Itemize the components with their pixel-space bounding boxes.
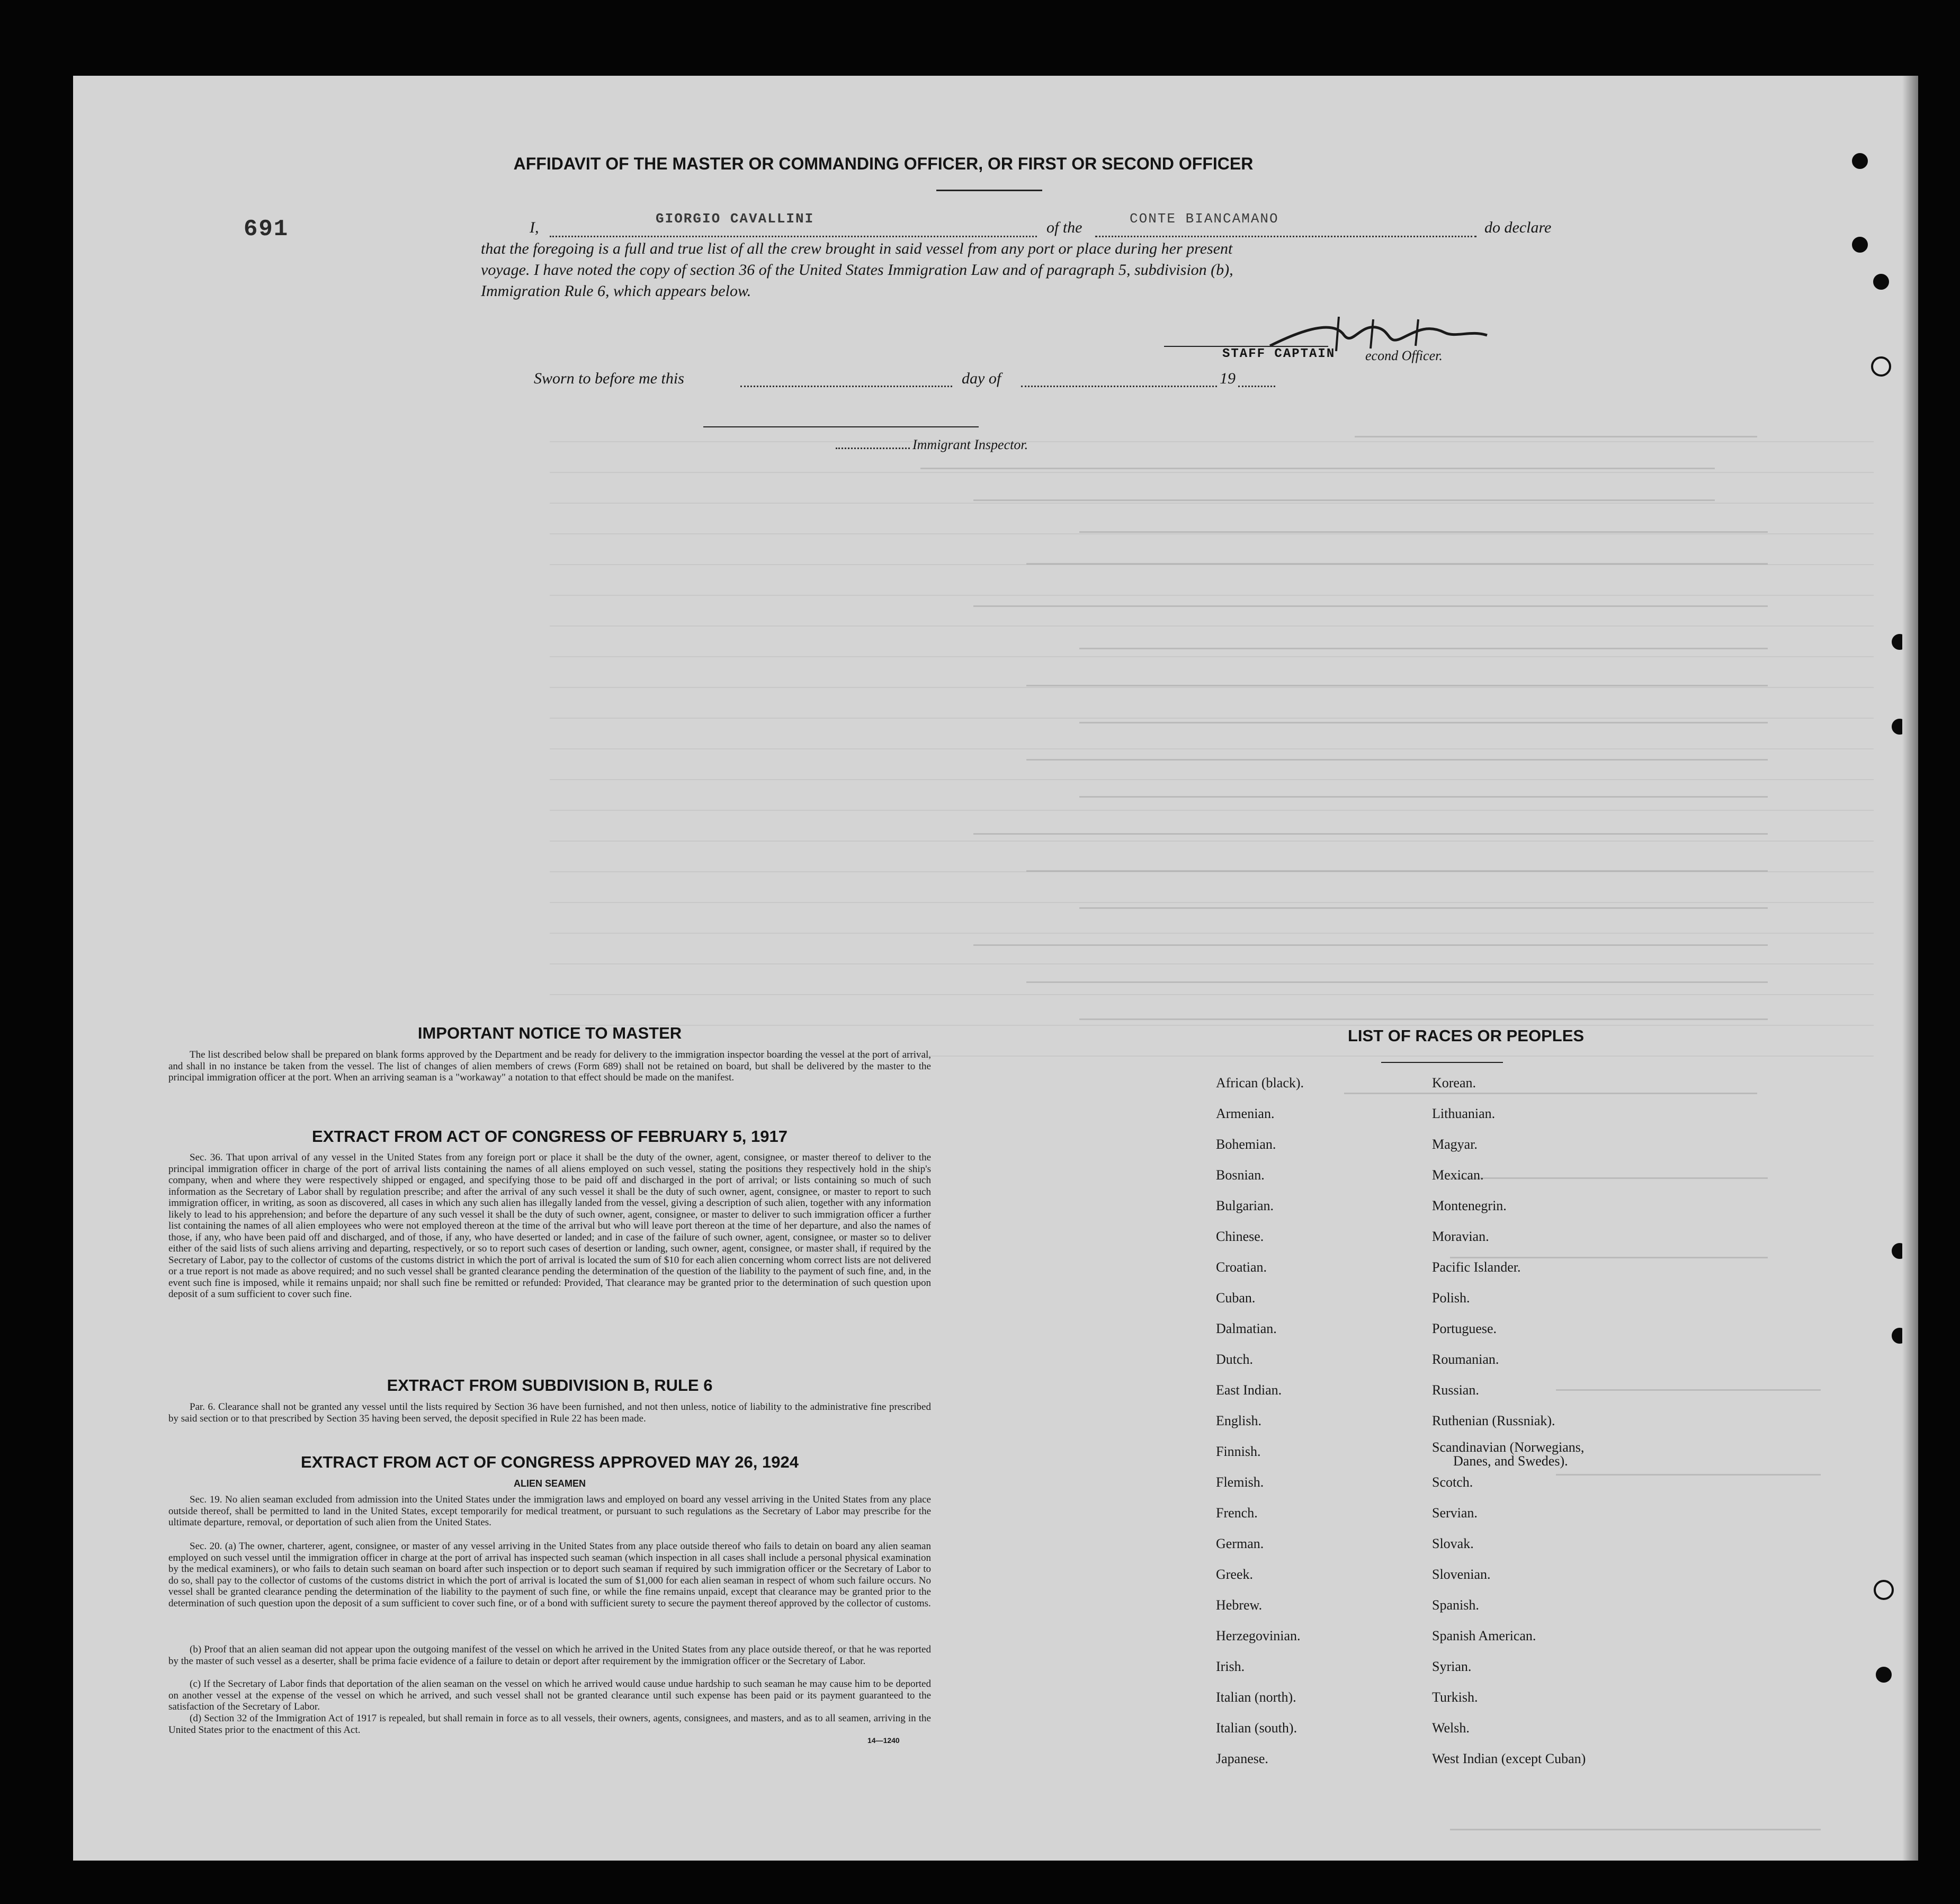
affidavit-line-2: that the foregoing is a full and true list of all the crew brought in said vessel from any port or place during her present — [481, 240, 1233, 257]
race-item: Italian (north). — [1216, 1690, 1296, 1705]
race-item: Korean. — [1432, 1075, 1476, 1090]
master-name: GIORGIO CAVALLINI — [656, 211, 815, 227]
race-item: Russian. — [1432, 1382, 1479, 1398]
race-item: Slovenian. — [1432, 1567, 1491, 1582]
race-item: Spanish American. — [1432, 1628, 1536, 1643]
race-item: Irish. — [1216, 1659, 1245, 1674]
race-item: Polish. — [1432, 1290, 1470, 1306]
notice-text: The list described below shall be prepared on blank forms approved by the Department and be ready for delivery to the immigration inspector boarding the vessel at the port of arrival, and shall in no instance be taken from the vessel. The list of changes of alien members of crews (Form 689) shall not be retained on board, but shall be delivered by the master to the principal immigration officer at the port. When an arriving seaman is a "workaway" a notation to that effect should be made on the manifest. — [168, 1049, 931, 1083]
race-item: East Indian. — [1216, 1382, 1282, 1398]
alien-seamen-subtitle: ALIEN SEAMEN — [513, 1478, 586, 1489]
sworn-month-blank — [1021, 386, 1217, 387]
inspector-blank — [836, 448, 910, 449]
race-item: Italian (south). — [1216, 1720, 1297, 1736]
sworn-day-of: day of — [962, 370, 1001, 387]
races-title-underline — [1381, 1062, 1503, 1063]
binder-hole-icon — [1850, 151, 1870, 171]
race-item: Bosnian. — [1216, 1167, 1265, 1183]
binder-hole-icon — [1871, 272, 1891, 292]
signature-role: econd Officer. — [1365, 348, 1443, 363]
binder-hole-icon — [1874, 1580, 1894, 1600]
race-item: Roumanian. — [1432, 1352, 1499, 1367]
extract-1924-title: EXTRACT FROM ACT OF CONGRESS APPROVED MAY 26, 1924 — [301, 1453, 799, 1471]
race-item: Herzegovinian. — [1216, 1628, 1301, 1643]
name-blank — [550, 236, 1037, 237]
page-number-mark: 691 — [244, 216, 289, 243]
race-item: Bulgarian. — [1216, 1198, 1274, 1213]
race-item: Ruthenian (Russniak). — [1432, 1413, 1555, 1428]
extract-1924-sec20b: (b) Proof that an alien seaman did not appear upon the outgoing manifest of the vessel on which he arrived in the United States from any place outside thereof, or that he was reported by the master of such vessel as a deserter, shall be prima facie evidence of a failure to detain or deport after requirement by the immigration officer or the Secretary of Labor. — [168, 1644, 931, 1667]
race-item: Welsh. — [1432, 1720, 1470, 1736]
sworn-day-blank — [740, 386, 952, 387]
race-item: English. — [1216, 1413, 1261, 1428]
race-item: Finnish. — [1216, 1444, 1261, 1459]
race-item: German. — [1216, 1536, 1264, 1551]
affidavit-do-declare: do declare — [1484, 219, 1552, 236]
race-item: Cuban. — [1216, 1290, 1256, 1306]
race-item: Hebrew. — [1216, 1597, 1263, 1613]
affidavit-line-3: voyage. I have noted the copy of section 36 of the United States Immigration Law and of paragraph 5, subdivision (b), — [481, 261, 1233, 279]
race-item: Scotch. — [1432, 1474, 1473, 1490]
race-item: Mexican. — [1432, 1167, 1484, 1183]
form-number: 14—1240 — [867, 1736, 900, 1745]
extract-1917-title: EXTRACT FROM ACT OF CONGRESS OF FEBRUARY 5, 1917 — [312, 1127, 787, 1146]
binder-hole-icon — [1850, 235, 1870, 255]
document-page — [73, 76, 1918, 1861]
binder-hole-icon — [1871, 356, 1891, 377]
race-item: West Indian (except Cuban) — [1432, 1751, 1586, 1766]
race-item: Chinese. — [1216, 1229, 1264, 1244]
race-item: Greek. — [1216, 1567, 1254, 1582]
race-item: Slovak. — [1432, 1536, 1474, 1551]
sworn-year-blank — [1238, 386, 1275, 387]
notice-title: IMPORTANT NOTICE TO MASTER — [417, 1024, 682, 1042]
race-item: Moravian. — [1432, 1229, 1489, 1244]
sworn-label: Sworn to before me this — [534, 370, 684, 387]
race-item: Syrian. — [1432, 1659, 1472, 1674]
races-title: LIST OF RACES OR PEOPLES — [1347, 1026, 1585, 1045]
race-item-continued: Danes, and Swedes). — [1453, 1453, 1568, 1469]
race-item: Pacific Islander. — [1432, 1259, 1521, 1275]
race-item: Montenegrin. — [1432, 1198, 1507, 1213]
race-item: Armenian. — [1216, 1106, 1275, 1121]
extract-1917-text: Sec. 36. That upon arrival of any vessel in the United States from any foreign port or place it shall be the duty of the owner, agent, consignee, or master thereof to deliver to the principal immigration officer in charge of the port of arrival lists containing the names of all aliens employed on such vessel, stating the positions they respectively hold in the ship's company, when and where they were respectively shipped or engaged, and specifying those to be paid off and discharged in the port of arrival; or lists containing so much of such information as the Secretary of Labor shall by regulation prescribe; and after the arrival of any such vessel it shall be the duty of such owner, agent, consignee, or master to report to such immigration officer, in writing, as soon as discovered, all cases in which any such alien has illegally landed from the vessel, giving a description of such alien, together with any information likely to lead to his apprehension; and before the departure of any such vessel it shall be the duty of such owner, agent, consignee, or master to deliver to such immigration officer a further list containing the names of all alien employees who were not employed thereon at the time of the arrival but who will leave port thereon at the time of her departure, and also the names of those, if any, who have been paid off and discharged, and of those, if any, who have deserted or landed; and in case of the failure of such owner, agent, consignee, or master so to deliver either of the said lists of such aliens arriving and departing, respectively, or so to report such cases of desertion or landing, such owner, agent, consignee, or master shall, if required by the Secretary of Labor, pay to the collector of customs of the customs district in which the port of arrival is located the sum of $10 for each alien concerning whom correct lists are not delivered or a true report is not made as above required; and no such vessel shall be granted clearance pending the determination of the question of the liability to the payment of such fine, and, in the event such fine is imposed, while it remains unpaid; nor shall such fine be remitted or refunded: Provided, That clearance may be granted prior to the determination of such question upon deposit of a sum sufficient to cover such fine. — [168, 1152, 931, 1300]
race-item: Flemish. — [1216, 1474, 1264, 1490]
race-item: Bohemian. — [1216, 1137, 1276, 1152]
race-item: Scandinavian (Norwegians, — [1432, 1440, 1585, 1455]
extract-1924-sec20c: (c) If the Secretary of Labor finds that deportation of the alien seaman on the vessel on which he arrived would cause undue hardship to such seaman he may cause him to be deported on another vessel at the expense of the vessel on which he arrived, and such vessel shall not be granted clearance until such expense has been paid or its payment guaranteed to the satisfaction of the Secretary of Labor. — [168, 1678, 931, 1712]
extract-1924-sec20a: Sec. 20. (a) The owner, charterer, agent, consignee, or master of any vessel arriving in the United States from any place outside thereof who fails to detain on board any alien seaman employed on such vessel until the immigration officer in charge at the port of arrival has inspected such seaman (which inspection in all cases shall include a personal physical examination by the medical examiners), or who fails to detain such seaman on board after such inspection or to deport such seaman if required by such immigration officer or the Secretary of Labor to do so, shall pay to the collector of customs of the customs district in which the port of arrival is located the sum of $1,000 for each alien seaman in respect of whom such failure occurs. No vessel shall be granted clearance pending the determination of the liability to the payment of such fine, or while the fine remains unpaid, except that clearance may be granted prior to the determination of such question upon the deposit of a sum sufficient to cover such fine, or of a bond with sufficient surety to secure the payment thereof approved by the collector of customs. — [168, 1541, 931, 1609]
affidavit-line-4: Immigration Rule 6, which appears below. — [481, 282, 751, 300]
binder-hole-icon — [1874, 1665, 1894, 1685]
race-item: Turkish. — [1432, 1690, 1478, 1705]
staff-captain-stamp: STAFF CAPTAIN — [1222, 347, 1336, 361]
affidavit-i: I, — [530, 219, 539, 236]
race-item: Dutch. — [1216, 1352, 1254, 1367]
race-item: French. — [1216, 1505, 1258, 1521]
race-item: Spanish. — [1432, 1597, 1479, 1613]
extract-1924-sec19: Sec. 19. No alien seaman excluded from admission into the United States under the immigration laws and employed on board any vessel arriving in the United States from any place outside thereof, shall be permitted to land in the United States, except temporarily for medical treatment, or pursuant to such regulations as the Secretary of Labor may prescribe for the ultimate departure, removal, or deportation of such alien from the United States. — [168, 1494, 931, 1528]
vessel-name: CONTE BIANCAMANO — [1130, 211, 1279, 227]
title-underline — [936, 190, 1042, 191]
race-item: Magyar. — [1432, 1137, 1478, 1152]
race-item: Lithuanian. — [1432, 1106, 1496, 1121]
race-item: African (black). — [1216, 1075, 1304, 1090]
race-item: Servian. — [1432, 1505, 1478, 1521]
sworn-year: 19 — [1220, 370, 1236, 387]
race-item: Japanese. — [1216, 1751, 1268, 1766]
affidavit-title: AFFIDAVIT OF THE MASTER OR COMMANDING OFFICER, OR FIRST OR SECOND OFFICER — [513, 154, 1254, 173]
race-item: Portuguese. — [1432, 1321, 1497, 1336]
extract-rule6-title: EXTRACT FROM SUBDIVISION B, RULE 6 — [387, 1376, 713, 1395]
inspector-line — [703, 426, 979, 427]
affidavit-of-the: of the — [1046, 219, 1082, 236]
extract-1924-sec20d: (d) Section 32 of the Immigration Act of 1917 is repealed, but shall remain in force as to all vessels, their owners, agents, consignees, and masters, and as to all seamen, arriving in the United States prior to the enactment of this Act. — [168, 1713, 931, 1736]
vessel-blank — [1095, 236, 1476, 237]
race-item: Croatian. — [1216, 1259, 1267, 1275]
inspector-label: Immigrant Inspector. — [912, 437, 1028, 452]
page-edge-shadow — [1902, 76, 1918, 1861]
race-item: Dalmatian. — [1216, 1321, 1277, 1336]
extract-rule6-text: Par. 6. Clearance shall not be granted any vessel until the lists required by Section 36 have been furnished, and not then unless, notice of liability to the administrative fine prescribed by said section or to that prescribed by Section 35 having been served, the deposit specified in Rule 22 has been made. — [168, 1401, 931, 1424]
